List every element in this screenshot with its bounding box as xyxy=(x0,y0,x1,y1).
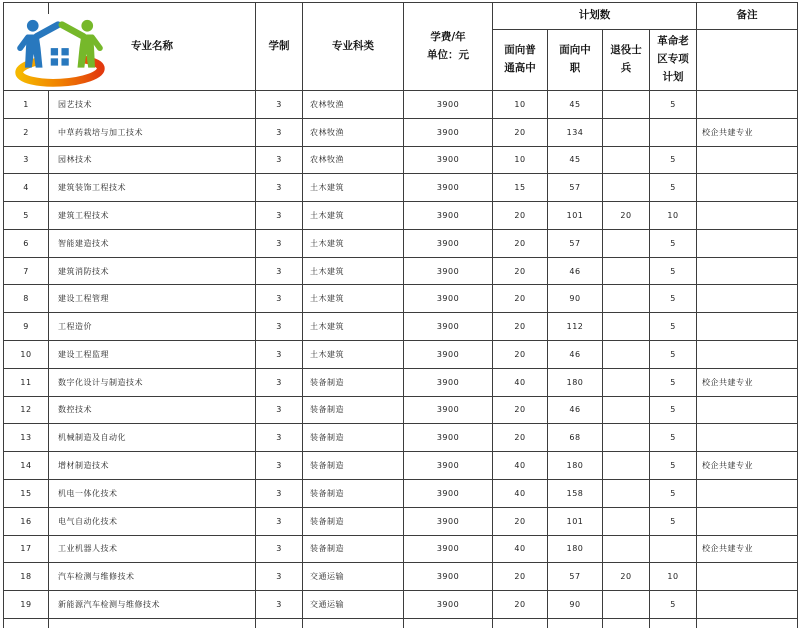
row-number-cell: 8 xyxy=(4,285,49,313)
remark-subheader-empty xyxy=(697,30,798,91)
table-row xyxy=(4,285,798,313)
remark-cell xyxy=(697,285,798,313)
plan-special-cell: 10 xyxy=(650,202,697,230)
plan-regular-hs-cell: 20 xyxy=(493,563,548,591)
remark-cell xyxy=(697,91,798,119)
table-row xyxy=(4,479,798,507)
remark-cell: 校企共建专业 xyxy=(697,452,798,480)
plan-special-cell: 5 xyxy=(650,91,697,119)
table-row xyxy=(4,591,798,619)
plan-vocational-cell: 180 xyxy=(548,452,603,480)
duration-cell: 3 xyxy=(256,118,303,146)
tuition-cell: 3900 xyxy=(404,452,493,480)
duration-cell: 3 xyxy=(256,285,303,313)
major-category-cell: 农林牧渔 xyxy=(303,146,404,174)
tuition-cell: 3900 xyxy=(404,257,493,285)
plan-veterans-cell xyxy=(603,368,650,396)
row-number-cell: 10 xyxy=(4,341,49,369)
partial-cell xyxy=(303,618,404,628)
plan-special-cell: 10 xyxy=(650,563,697,591)
duration-cell: 3 xyxy=(256,341,303,369)
duration-cell: 3 xyxy=(256,202,303,230)
plan-vocational-cell: 45 xyxy=(548,146,603,174)
duration-cell: 3 xyxy=(256,313,303,341)
table-row xyxy=(4,563,798,591)
partial-cell xyxy=(256,618,303,628)
plan-veterans-cell xyxy=(603,507,650,535)
partial-cell xyxy=(4,618,49,628)
table-row xyxy=(4,452,798,480)
plan-special-cell: 5 xyxy=(650,507,697,535)
duration-cell: 3 xyxy=(256,91,303,119)
plan-vocational-cell: 46 xyxy=(548,396,603,424)
table-row xyxy=(4,341,798,369)
table-row xyxy=(4,202,798,230)
plan-vocational-cell: 180 xyxy=(548,535,603,563)
remark-cell xyxy=(697,563,798,591)
tuition-cell: 3900 xyxy=(404,535,493,563)
table-row xyxy=(4,368,798,396)
duration-cell: 3 xyxy=(256,424,303,452)
major-name-cell: 工业机器人技术 xyxy=(49,535,256,563)
major-name-cell: 工程造价 xyxy=(49,313,256,341)
remark-header: 备注 xyxy=(697,3,798,30)
category-header: 专业科类 xyxy=(303,3,404,91)
remark-cell xyxy=(697,257,798,285)
partial-cell xyxy=(697,618,798,628)
plan-regular-hs-cell: 20 xyxy=(493,257,548,285)
table-row xyxy=(4,313,798,341)
major-name-cell: 建筑装饰工程技术 xyxy=(49,174,256,202)
tuition-cell: 3900 xyxy=(404,229,493,257)
plan-vocational-cell: 45 xyxy=(548,91,603,119)
partial-cell xyxy=(548,618,603,628)
major-category-cell: 土木建筑 xyxy=(303,285,404,313)
row-number-cell: 19 xyxy=(4,591,49,619)
plan-veterans-cell xyxy=(603,479,650,507)
plan-vocational-cell: 46 xyxy=(548,341,603,369)
row-number-cell: 3 xyxy=(4,146,49,174)
major-name-cell: 数字化设计与制造技术 xyxy=(49,368,256,396)
plan-vocational-cell: 158 xyxy=(548,479,603,507)
duration-cell: 3 xyxy=(256,563,303,591)
plan-special-cell: 5 xyxy=(650,229,697,257)
major-name-header: 专业名称 xyxy=(49,3,256,91)
major-category-cell: 交通运输 xyxy=(303,591,404,619)
major-name-cell: 智能建造技术 xyxy=(49,229,256,257)
tuition-cell: 3900 xyxy=(404,368,493,396)
major-category-cell: 装备制造 xyxy=(303,452,404,480)
plan-special-cell: 5 xyxy=(650,424,697,452)
remark-cell xyxy=(697,424,798,452)
partial-cell xyxy=(493,618,548,628)
plan-vocational-cell: 68 xyxy=(548,424,603,452)
table-row xyxy=(4,535,798,563)
plan-veterans-cell xyxy=(603,396,650,424)
duration-header: 学制 xyxy=(256,3,303,91)
duration-cell: 3 xyxy=(256,368,303,396)
major-name-cell: 园林技术 xyxy=(49,146,256,174)
plan-special-cell: 5 xyxy=(650,285,697,313)
partial-cell xyxy=(49,618,256,628)
table-row xyxy=(4,91,798,119)
plan-vocational-cell: 57 xyxy=(548,563,603,591)
tuition-header-line1: 学费/年 xyxy=(430,30,466,43)
plan-vocational-cell: 112 xyxy=(548,313,603,341)
tuition-cell: 3900 xyxy=(404,563,493,591)
tuition-cell: 3900 xyxy=(404,507,493,535)
tuition-cell: 3900 xyxy=(404,341,493,369)
duration-cell: 3 xyxy=(256,257,303,285)
plan-veterans-cell xyxy=(603,285,650,313)
major-name-cell: 增材制造技术 xyxy=(49,452,256,480)
major-category-cell: 土木建筑 xyxy=(303,257,404,285)
row-number-cell: 11 xyxy=(4,368,49,396)
major-category-cell: 农林牧渔 xyxy=(303,118,404,146)
plan-vocational-cell: 46 xyxy=(548,257,603,285)
plan-vocational-header: 面向中职 xyxy=(548,30,603,91)
remark-cell: 校企共建专业 xyxy=(697,118,798,146)
plan-regular-hs-header: 面向普通高中 xyxy=(493,30,548,91)
row-number-cell: 2 xyxy=(4,118,49,146)
plan-regular-hs-cell: 20 xyxy=(493,424,548,452)
remark-cell xyxy=(697,313,798,341)
major-category-cell: 土木建筑 xyxy=(303,174,404,202)
major-name-cell: 电气自动化技术 xyxy=(49,507,256,535)
remark-cell xyxy=(697,341,798,369)
plan-regular-hs-cell: 40 xyxy=(493,452,548,480)
plan-count-header: 计划数 xyxy=(493,3,697,30)
major-name-cell: 汽车检测与维修技术 xyxy=(49,563,256,591)
row-number-cell: 18 xyxy=(4,563,49,591)
row-number-cell: 7 xyxy=(4,257,49,285)
partial-cell xyxy=(603,618,650,628)
plan-special-cell: 5 xyxy=(650,452,697,480)
plan-veterans-cell: 20 xyxy=(603,202,650,230)
tuition-cell: 3900 xyxy=(404,479,493,507)
plan-regular-hs-cell: 10 xyxy=(493,91,548,119)
remark-cell xyxy=(697,174,798,202)
partial-cell xyxy=(404,618,493,628)
major-category-cell: 土木建筑 xyxy=(303,202,404,230)
major-category-cell: 装备制造 xyxy=(303,424,404,452)
row-number-cell: 13 xyxy=(4,424,49,452)
major-name-cell: 数控技术 xyxy=(49,396,256,424)
plan-veterans-cell xyxy=(603,146,650,174)
partial-cell xyxy=(650,618,697,628)
plan-veterans-cell xyxy=(603,118,650,146)
plan-vocational-cell: 134 xyxy=(548,118,603,146)
major-category-cell: 交通运输 xyxy=(303,563,404,591)
major-category-cell: 土木建筑 xyxy=(303,313,404,341)
plan-veterans-cell xyxy=(603,91,650,119)
tuition-cell: 3900 xyxy=(404,118,493,146)
major-name-cell: 中草药栽培与加工技术 xyxy=(49,118,256,146)
plan-regular-hs-cell: 20 xyxy=(493,507,548,535)
plan-regular-hs-cell: 20 xyxy=(493,118,548,146)
major-name-cell: 园艺技术 xyxy=(49,91,256,119)
enrollment-plan-table xyxy=(3,2,798,628)
major-category-cell: 土木建筑 xyxy=(303,229,404,257)
plan-vocational-cell: 90 xyxy=(548,591,603,619)
plan-vocational-cell: 101 xyxy=(548,202,603,230)
plan-special-cell: 5 xyxy=(650,479,697,507)
major-name-cell: 建筑消防技术 xyxy=(49,257,256,285)
row-number-cell: 14 xyxy=(4,452,49,480)
tuition-cell: 3900 xyxy=(404,591,493,619)
tuition-cell: 3900 xyxy=(404,396,493,424)
plan-regular-hs-cell: 20 xyxy=(493,202,548,230)
remark-cell xyxy=(697,396,798,424)
tuition-cell: 3900 xyxy=(404,313,493,341)
plan-regular-hs-cell: 20 xyxy=(493,591,548,619)
plan-vocational-cell: 57 xyxy=(548,174,603,202)
plan-veterans-cell xyxy=(603,535,650,563)
plan-veterans-cell xyxy=(603,424,650,452)
duration-cell: 3 xyxy=(256,507,303,535)
major-name-cell: 建设工程管理 xyxy=(49,285,256,313)
major-category-cell: 装备制造 xyxy=(303,507,404,535)
school-logo xyxy=(12,14,108,90)
plan-special-cell: 5 xyxy=(650,146,697,174)
major-category-cell: 装备制造 xyxy=(303,479,404,507)
plan-special-cell: 5 xyxy=(650,174,697,202)
table-row xyxy=(4,229,798,257)
remark-cell xyxy=(697,229,798,257)
row-number-cell: 16 xyxy=(4,507,49,535)
plan-regular-hs-cell: 40 xyxy=(493,535,548,563)
row-number-cell: 12 xyxy=(4,396,49,424)
plan-special-cell xyxy=(650,118,697,146)
plan-veterans-cell: 20 xyxy=(603,563,650,591)
plan-special-cell: 5 xyxy=(650,313,697,341)
duration-cell: 3 xyxy=(256,591,303,619)
remark-cell: 校企共建专业 xyxy=(697,535,798,563)
plan-vocational-cell: 101 xyxy=(548,507,603,535)
major-category-cell: 农林牧渔 xyxy=(303,91,404,119)
plan-vocational-cell: 180 xyxy=(548,368,603,396)
major-category-cell: 装备制造 xyxy=(303,368,404,396)
plan-vocational-cell: 90 xyxy=(548,285,603,313)
remark-cell xyxy=(697,146,798,174)
plan-veterans-cell xyxy=(603,341,650,369)
plan-veterans-cell xyxy=(603,174,650,202)
plan-regular-hs-cell: 10 xyxy=(493,146,548,174)
plan-veterans-cell xyxy=(603,313,650,341)
table-row xyxy=(4,146,798,174)
table-row xyxy=(4,424,798,452)
plan-regular-hs-cell: 20 xyxy=(493,229,548,257)
plan-special-cell: 5 xyxy=(650,341,697,369)
tuition-cell: 3900 xyxy=(404,424,493,452)
partial-row xyxy=(4,618,798,628)
major-name-cell: 新能源汽车检测与维修技术 xyxy=(49,591,256,619)
major-category-cell: 土木建筑 xyxy=(303,341,404,369)
plan-regular-hs-cell: 40 xyxy=(493,479,548,507)
tuition-header-line2: 单位：元 xyxy=(427,48,469,61)
plan-special-cell: 5 xyxy=(650,257,697,285)
plan-special-header: 革命老区专项计划 xyxy=(650,30,697,91)
plan-veterans-cell xyxy=(603,591,650,619)
major-name-cell: 机电一体化技术 xyxy=(49,479,256,507)
plan-veterans-header: 退役士兵 xyxy=(603,30,650,91)
tuition-cell: 3900 xyxy=(404,285,493,313)
plan-regular-hs-cell: 20 xyxy=(493,341,548,369)
duration-cell: 3 xyxy=(256,535,303,563)
tuition-header xyxy=(404,3,493,91)
remark-cell xyxy=(697,507,798,535)
major-name-cell: 机械制造及自动化 xyxy=(49,424,256,452)
remark-cell xyxy=(697,202,798,230)
plan-regular-hs-cell: 20 xyxy=(493,285,548,313)
plan-special-cell xyxy=(650,535,697,563)
plan-veterans-cell xyxy=(603,229,650,257)
major-name-cell: 建筑工程技术 xyxy=(49,202,256,230)
duration-cell: 3 xyxy=(256,229,303,257)
plan-special-cell: 5 xyxy=(650,396,697,424)
major-category-cell: 装备制造 xyxy=(303,396,404,424)
remark-cell: 校企共建专业 xyxy=(697,368,798,396)
remark-cell xyxy=(697,591,798,619)
row-number-cell: 4 xyxy=(4,174,49,202)
major-name-cell: 建设工程监理 xyxy=(49,341,256,369)
row-number-cell: 5 xyxy=(4,202,49,230)
duration-cell: 3 xyxy=(256,396,303,424)
row-number-cell: 17 xyxy=(4,535,49,563)
plan-regular-hs-cell: 40 xyxy=(493,368,548,396)
school-logo-graphic xyxy=(14,16,106,88)
plan-regular-hs-cell: 20 xyxy=(493,313,548,341)
table-row xyxy=(4,174,798,202)
duration-cell: 3 xyxy=(256,452,303,480)
row-number-cell: 6 xyxy=(4,229,49,257)
plan-regular-hs-cell: 20 xyxy=(493,396,548,424)
tuition-cell: 3900 xyxy=(404,174,493,202)
plan-special-cell: 5 xyxy=(650,368,697,396)
table-row xyxy=(4,507,798,535)
plan-vocational-cell: 57 xyxy=(548,229,603,257)
duration-cell: 3 xyxy=(256,479,303,507)
row-number-cell: 9 xyxy=(4,313,49,341)
tuition-cell: 3900 xyxy=(404,146,493,174)
row-number-cell: 1 xyxy=(4,91,49,119)
plan-veterans-cell xyxy=(603,452,650,480)
remark-cell xyxy=(697,479,798,507)
major-category-cell: 装备制造 xyxy=(303,535,404,563)
duration-cell: 3 xyxy=(256,146,303,174)
table-row xyxy=(4,257,798,285)
row-number-cell: 15 xyxy=(4,479,49,507)
table-row xyxy=(4,118,798,146)
plan-veterans-cell xyxy=(603,257,650,285)
table-row xyxy=(4,396,798,424)
tuition-cell: 3900 xyxy=(404,202,493,230)
tuition-cell: 3900 xyxy=(404,91,493,119)
duration-cell: 3 xyxy=(256,174,303,202)
plan-regular-hs-cell: 15 xyxy=(493,174,548,202)
plan-special-cell: 5 xyxy=(650,591,697,619)
